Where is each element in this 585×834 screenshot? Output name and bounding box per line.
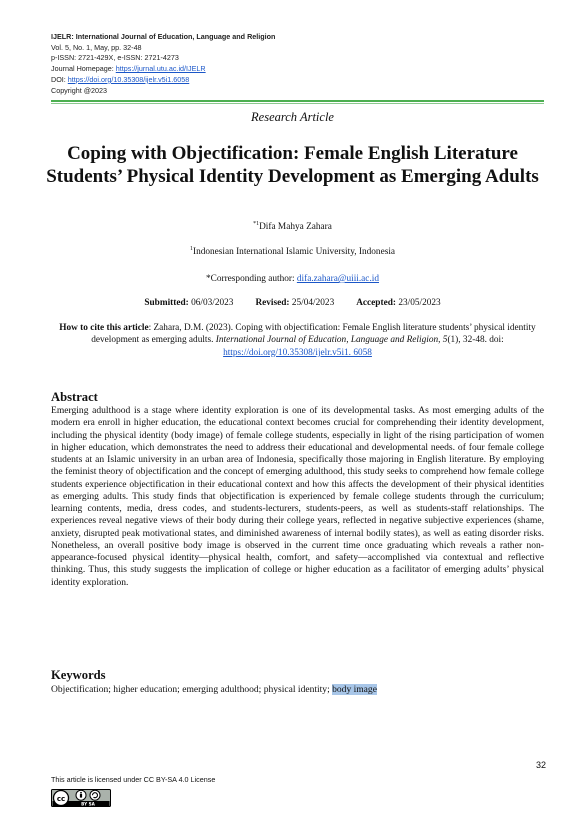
copyright: Copyright @2023	[51, 85, 108, 95]
accepted-date: 23/05/2023	[398, 298, 441, 308]
abstract-text: Emerging adulthood is a stage where identity exploration is one of its developmental tasks. As most emerging adults of the modern era enroll in higher education, the educational context becomes crucial for comprehending their identity development, including the physical identity (body image) of female college students, especially in light of the rising participation of women in higher education, which demonstrates the need to address their educational and developmental needs. of four female college students at an Islamic university in an urban area of Indonesia, specifically those majoring in English literature. By employing the feminist theory of objectification and the concept of emerging adulthood, this study seeks to comprehend how female college students experience objectification in their educational context and how this affects the development of their physical identities as emerging adults. This study finds that objectification is experienced by female college students through the curriculum; learning contents, media, dress codes, and students-lecturers, students-peers, as well as students-staff relationships. The experiences reveal negative views of their body during their college years, reflected in negative subjective experiences (shame, anxiety, disrupted peak motivational states, and diminished awareness of internal bodily states), as well as eating disorder risks. Nonetheless, an overall positive body image is observed in the current time once graduating which reveals a rather non-appearance-focused physical identity—physical health, comfort, and safety—accomplished via contextual and reflective thinking. Thus, this study suggests the implication of college or higher education as a facilitator of emerging adults’ physical identity exploration.	[51, 405, 544, 588]
issn-line: p-ISSN: 2721-429X, e-ISSN: 2721-4273	[51, 53, 179, 63]
citation-pages: (1), 32-48. doi:	[447, 335, 504, 346]
volume-line: Vol. 5, No. 1, May, pp. 32-48	[51, 42, 142, 52]
corresponding-label: *Corresponding author:	[205, 274, 297, 284]
svg-text:cc: cc	[56, 794, 66, 803]
paper-title: Coping with Objectification: Female English Literature Students’ Physical Identity Development as Emerging Adults	[46, 143, 539, 187]
doi-link[interactable]: https://doi.org/10.35308/ijelr.v5i1.6058	[67, 74, 190, 84]
affiliation-marker: 1	[189, 245, 193, 252]
keyword-highlighted[interactable]: body image	[332, 684, 377, 695]
dates-line	[0, 298, 585, 308]
header-rule	[51, 100, 544, 102]
submitted-label: Submitted:	[144, 298, 189, 308]
license-text: This article is licensed under CC BY-SA 4.0 License	[51, 775, 216, 784]
citation-block	[51, 322, 544, 359]
doi-line	[51, 75, 275, 86]
badge-text: BY SA	[81, 801, 95, 807]
revised-date: 25/04/2023	[291, 298, 335, 308]
corresponding-author	[0, 274, 585, 284]
author-line	[0, 222, 585, 232]
journal-title: IJELR: International Journal of Education, Language and Religion	[51, 32, 276, 41]
abstract-heading: Abstract	[51, 390, 98, 404]
revised-label: Revised:	[255, 298, 290, 308]
affiliation-line	[0, 247, 585, 257]
homepage-link[interactable]: https://jurnal.utu.ac.id/IJELR	[115, 64, 206, 74]
corresponding-email-link[interactable]: difa.zahara@uiii.ac.id	[296, 274, 379, 284]
citation-label: How to cite this article	[59, 323, 149, 333]
cc-by-sa-badge-icon[interactable]	[51, 789, 111, 807]
citation-journal: International Journal of Education, Language and Religion,	[215, 335, 441, 346]
homepage-label: Journal Homepage:	[51, 64, 116, 74]
article-type: Research Article	[251, 110, 334, 124]
citation-text: : Zahara, D.M. (2023). Coping with objectification: Female English literature students’ physical identity development as emerging adults.	[91, 323, 536, 346]
citation-doi-link[interactable]: https://doi.org/10.35308/ijelr.v5i1. 6058	[223, 347, 372, 358]
author-name: Difa Mahya Zahara	[259, 222, 332, 232]
page-number: 32	[536, 760, 547, 770]
doi-label: DOI:	[51, 74, 68, 84]
submitted-date: 06/03/2023	[191, 298, 234, 308]
affiliation-name: Indonesian International Islamic University, Indonesia	[192, 247, 396, 257]
journal-header	[51, 32, 275, 96]
keywords-list: Objectification; higher education; emerging adulthood; physical identity;	[51, 684, 333, 695]
homepage-line	[51, 64, 275, 75]
author-marker: *1	[253, 220, 260, 227]
keywords-text	[51, 684, 544, 695]
keywords-heading: Keywords	[51, 668, 106, 682]
citation-volume: 5	[442, 335, 448, 346]
accepted-label: Accepted:	[356, 298, 396, 308]
header-rule-secondary	[51, 103, 544, 104]
